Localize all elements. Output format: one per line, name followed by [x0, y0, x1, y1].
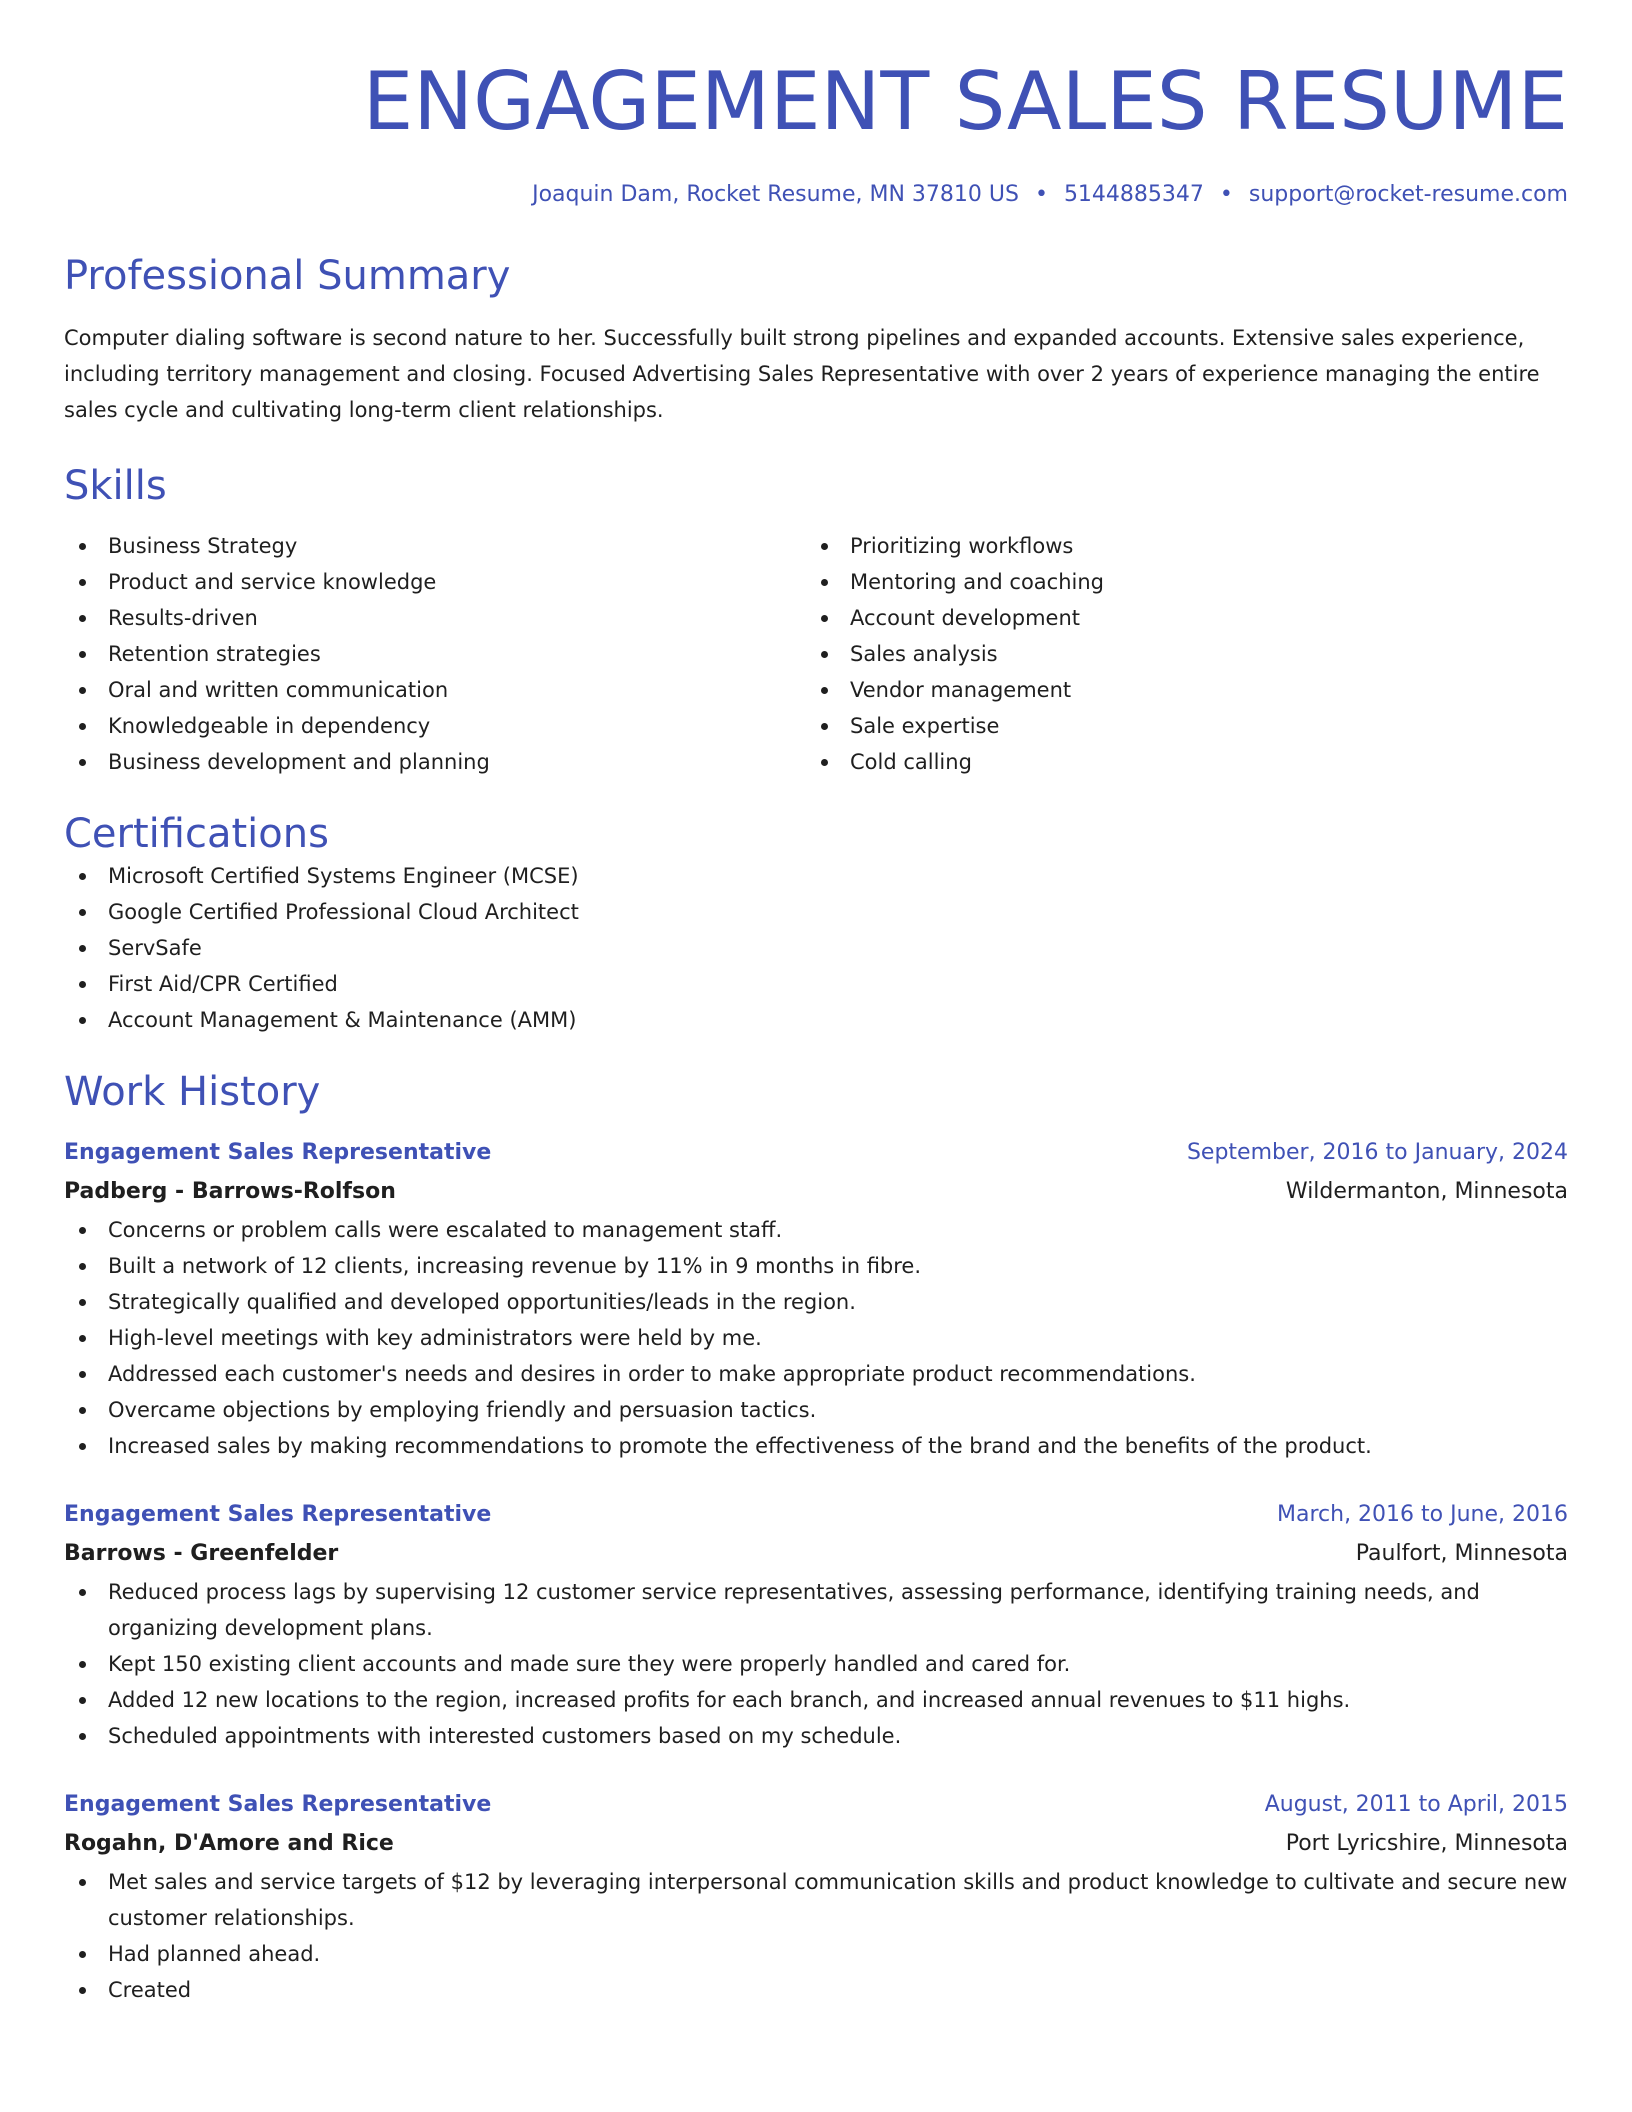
contact-line — [64, 180, 1568, 210]
skills-list-left — [64, 528, 806, 780]
job-bullets — [64, 1574, 1568, 1754]
certifications-heading: Certifications — [64, 811, 329, 857]
job-bullet: Built a network of 12 clients, increasing revenue by 11% in 9 months in fibre. — [64, 1248, 1568, 1284]
job-bullet: Reduced process lags by supervising 12 customer service representatives, assessing performance, identifying training needs, and organizing development plans. — [64, 1574, 1568, 1646]
job-company: Barrows - Greenfelder — [64, 1541, 339, 1566]
job-location: Port Lyricshire, Minnesota — [1285, 1831, 1568, 1856]
summary-text: Computer dialing software is second nature to her. Successfully built strong pipelines and expanded accounts. Extensive sales experience, including territory management and closing. Focused Advertising Sales Representative with over 2 years of experience managing the entire sales cycle and cultivating long-term client relationships. — [64, 326, 1540, 422]
job-bullet: Added 12 new locations to the region, increased profits for each branch, and increased annual revenues to $11 highs. — [64, 1682, 1568, 1718]
job-bullet: Kept 150 existing client accounts and made sure they were properly handled and cared for. — [64, 1646, 1568, 1682]
skill-item: Business Strategy — [64, 528, 806, 564]
skill-item: Knowledgeable in dependency — [64, 708, 806, 744]
skill-item: Retention strategies — [64, 636, 806, 672]
work-history-heading: Work History — [64, 1069, 321, 1115]
job-company: Rogahn, D'Amore and Rice — [64, 1831, 394, 1856]
skill-item: Results-driven — [64, 600, 806, 636]
job-title: Engagement Sales Representative — [64, 1792, 492, 1817]
job-bullet: Scheduled appointments with interested customers based on my schedule. — [64, 1718, 1568, 1754]
certification-item: Google Certified Professional Cloud Architect — [64, 894, 1568, 930]
certification-item: ServSafe — [64, 930, 1568, 966]
job-bullet: Strategically qualified and developed opportunities/leads in the region. — [64, 1284, 1568, 1320]
skill-item: Product and service knowledge — [64, 564, 806, 600]
job-entry — [64, 1786, 1568, 2008]
job-company-row — [64, 1172, 1568, 1212]
job-company: Padberg - Barrows-Rolfson — [64, 1179, 396, 1204]
contact-separator: • — [1219, 182, 1233, 207]
contact-address: Joaquin Dam, Rocket Resume, MN 37810 US — [532, 182, 1019, 207]
job-header-row — [64, 1496, 1568, 1534]
resume-title: ENGAGEMENT SALES RESUME — [362, 55, 1568, 148]
skill-item: Account development — [806, 600, 1548, 636]
certification-item: Account Management & Maintenance (AMM) — [64, 1002, 1568, 1038]
job-bullet: High-level meetings with key administrators were held by me. — [64, 1320, 1568, 1356]
skill-item: Business development and planning — [64, 744, 806, 780]
job-bullet: Met sales and service targets of $12 by leveraging interpersonal communication skills and product knowledge to cultivate and secure new customer relationships. — [64, 1864, 1568, 1936]
job-bullet: Addressed each customer's needs and desires in order to make appropriate product recommendations. — [64, 1356, 1568, 1392]
skill-item: Mentoring and coaching — [806, 564, 1548, 600]
skill-item: Oral and written communication — [64, 672, 806, 708]
job-title: Engagement Sales Representative — [64, 1140, 492, 1165]
skills-grid — [64, 528, 1568, 780]
job-title: Engagement Sales Representative — [64, 1502, 492, 1527]
job-dates: August, 2011 to April, 2015 — [1264, 1792, 1568, 1817]
skill-item: Vendor management — [806, 672, 1548, 708]
skills-column-right — [806, 528, 1548, 780]
job-bullet: Overcame objections by employing friendly and persuasion tactics. — [64, 1392, 1568, 1428]
job-location: Wildermanton, Minnesota — [1285, 1179, 1568, 1204]
skill-item: Prioritizing workflows — [806, 528, 1548, 564]
job-dates: September, 2016 to January, 2024 — [1186, 1140, 1568, 1165]
job-company-row — [64, 1824, 1568, 1864]
job-location: Paulfort, Minnesota — [1355, 1541, 1568, 1566]
contact-phone: 5144885347 — [1063, 182, 1204, 207]
skill-item: Cold calling — [806, 744, 1548, 780]
job-bullet: Increased sales by making recommendations to promote the effectiveness of the brand and the benefits of the product. — [64, 1428, 1568, 1464]
job-header-row — [64, 1134, 1568, 1172]
skills-column-left — [64, 528, 806, 780]
contact-email: support@rocket-resume.com — [1248, 182, 1568, 207]
certification-item: First Aid/CPR Certified — [64, 966, 1568, 1002]
job-header-row — [64, 1786, 1568, 1824]
resume-page — [64, 52, 1568, 2008]
job-entry — [64, 1134, 1568, 1464]
job-bullets — [64, 1212, 1568, 1464]
job-entry — [64, 1496, 1568, 1754]
job-dates: March, 2016 to June, 2016 — [1277, 1502, 1568, 1527]
job-bullet: Had planned ahead. — [64, 1936, 1568, 1972]
skills-list-right — [806, 528, 1548, 780]
job-company-row — [64, 1534, 1568, 1574]
skill-item: Sales analysis — [806, 636, 1548, 672]
certification-item: Microsoft Certified Systems Engineer (MCSE) — [64, 858, 1568, 894]
certifications-list — [64, 858, 1568, 1038]
contact-separator: • — [1034, 182, 1048, 207]
skills-heading: Skills — [64, 463, 167, 509]
job-bullet: Created — [64, 1972, 1568, 2008]
skill-item: Sale expertise — [806, 708, 1548, 744]
job-bullets — [64, 1864, 1568, 2008]
summary-heading: Professional Summary — [64, 253, 511, 299]
job-bullet: Concerns or problem calls were escalated to management staff. — [64, 1212, 1568, 1248]
